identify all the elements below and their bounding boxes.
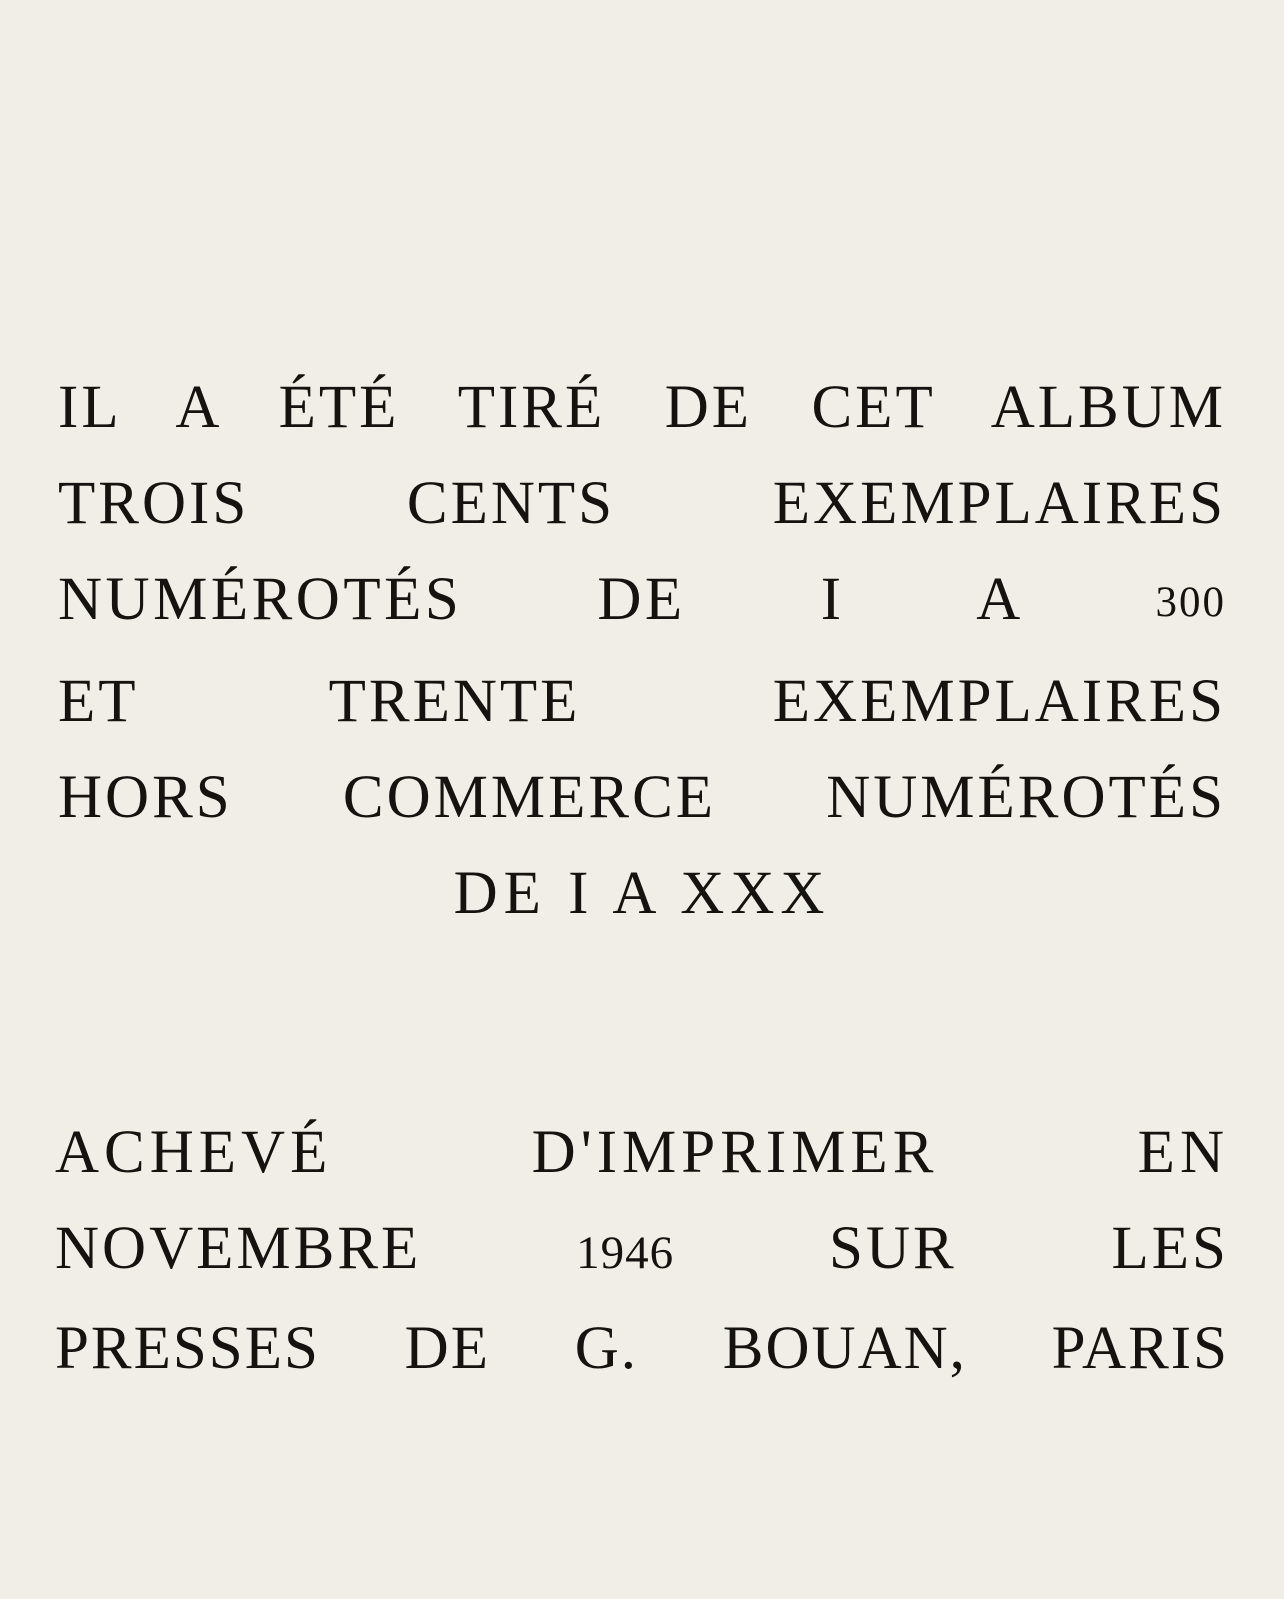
imprint-line-2-suffix: SUR LES	[829, 1215, 1229, 1282]
edition-statement-block	[0, 360, 1284, 942]
imprint-line-1: ACHEVÉ D'IMPRIMER EN	[55, 1119, 1229, 1186]
imprint-year: 1946	[576, 1227, 675, 1279]
edition-line-6: DE I A XXX	[453, 860, 831, 927]
imprint-line-3: PRESSES DE G. BOUAN, PARIS	[55, 1315, 1229, 1382]
edition-copy-count: 300	[1155, 579, 1226, 626]
imprint-block	[0, 1105, 1284, 1397]
edition-line-3-text: NUMÉROTÉS DE I A	[58, 566, 1021, 633]
imprint-month: NOVEMBRE	[55, 1215, 422, 1282]
edition-line-2: TROIS CENTS EXEMPLAIRES	[58, 470, 1226, 537]
edition-line-5: HORS COMMERCE NUMÉROTÉS	[58, 764, 1226, 831]
edition-line-4: ET TRENTE EXEMPLAIRES	[58, 668, 1226, 735]
edition-line-1: IL A ÉTÉ TIRÉ DE CET ALBUM	[58, 374, 1226, 441]
imprint-line-2	[55, 1201, 1229, 1301]
edition-line-3	[58, 552, 1226, 654]
